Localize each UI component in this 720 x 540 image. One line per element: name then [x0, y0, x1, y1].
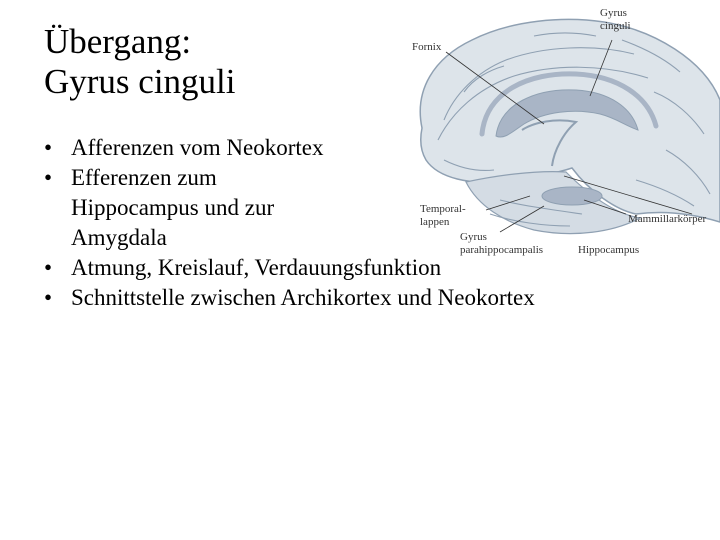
bullet-text: Hippocampus und zur — [71, 195, 275, 220]
slide-title-line-1: Übergang: — [44, 22, 192, 61]
label-mammillarkoerper: Mammillarkörper — [628, 213, 707, 225]
bullet-dot: • — [44, 135, 53, 160]
label-temporallappen-line-2: lappen — [420, 216, 450, 228]
bullet-text: Afferenzen vom Neokortex — [71, 135, 324, 160]
label-gyrus-parahippocampalis-line-1: Gyrus — [460, 231, 487, 243]
brain-diagram — [404, 0, 720, 262]
label-hippocampus: Hippocampus — [578, 244, 640, 256]
slide-title-line-2: Gyrus cinguli — [44, 62, 236, 101]
hippocampus-region — [542, 187, 602, 205]
bullet-text: Amygdala — [71, 225, 167, 250]
label-gyrus-cinguli-line-1: Gyrus — [600, 7, 627, 19]
bullet-dot: • — [44, 255, 53, 280]
bullet-text: Atmung, Kreislauf, Verdauungsfunktion — [71, 255, 442, 280]
bullet-dot: • — [44, 285, 53, 310]
bullet-text: Schnittstelle zwischen Archikortex und Neokortex — [71, 285, 535, 310]
bullet-item — [44, 283, 704, 313]
label-temporallappen-line-1: Temporal- — [420, 203, 466, 215]
bullet-text: Efferenzen zum — [71, 165, 217, 190]
bullet-dot: • — [44, 165, 53, 190]
label-gyrus-parahippocampalis-line-2: parahippocampalis — [460, 244, 544, 256]
slide-title — [44, 22, 236, 102]
label-gyrus-cinguli-line-2: cinguli — [600, 20, 631, 32]
label-fornix: Fornix — [412, 41, 442, 53]
